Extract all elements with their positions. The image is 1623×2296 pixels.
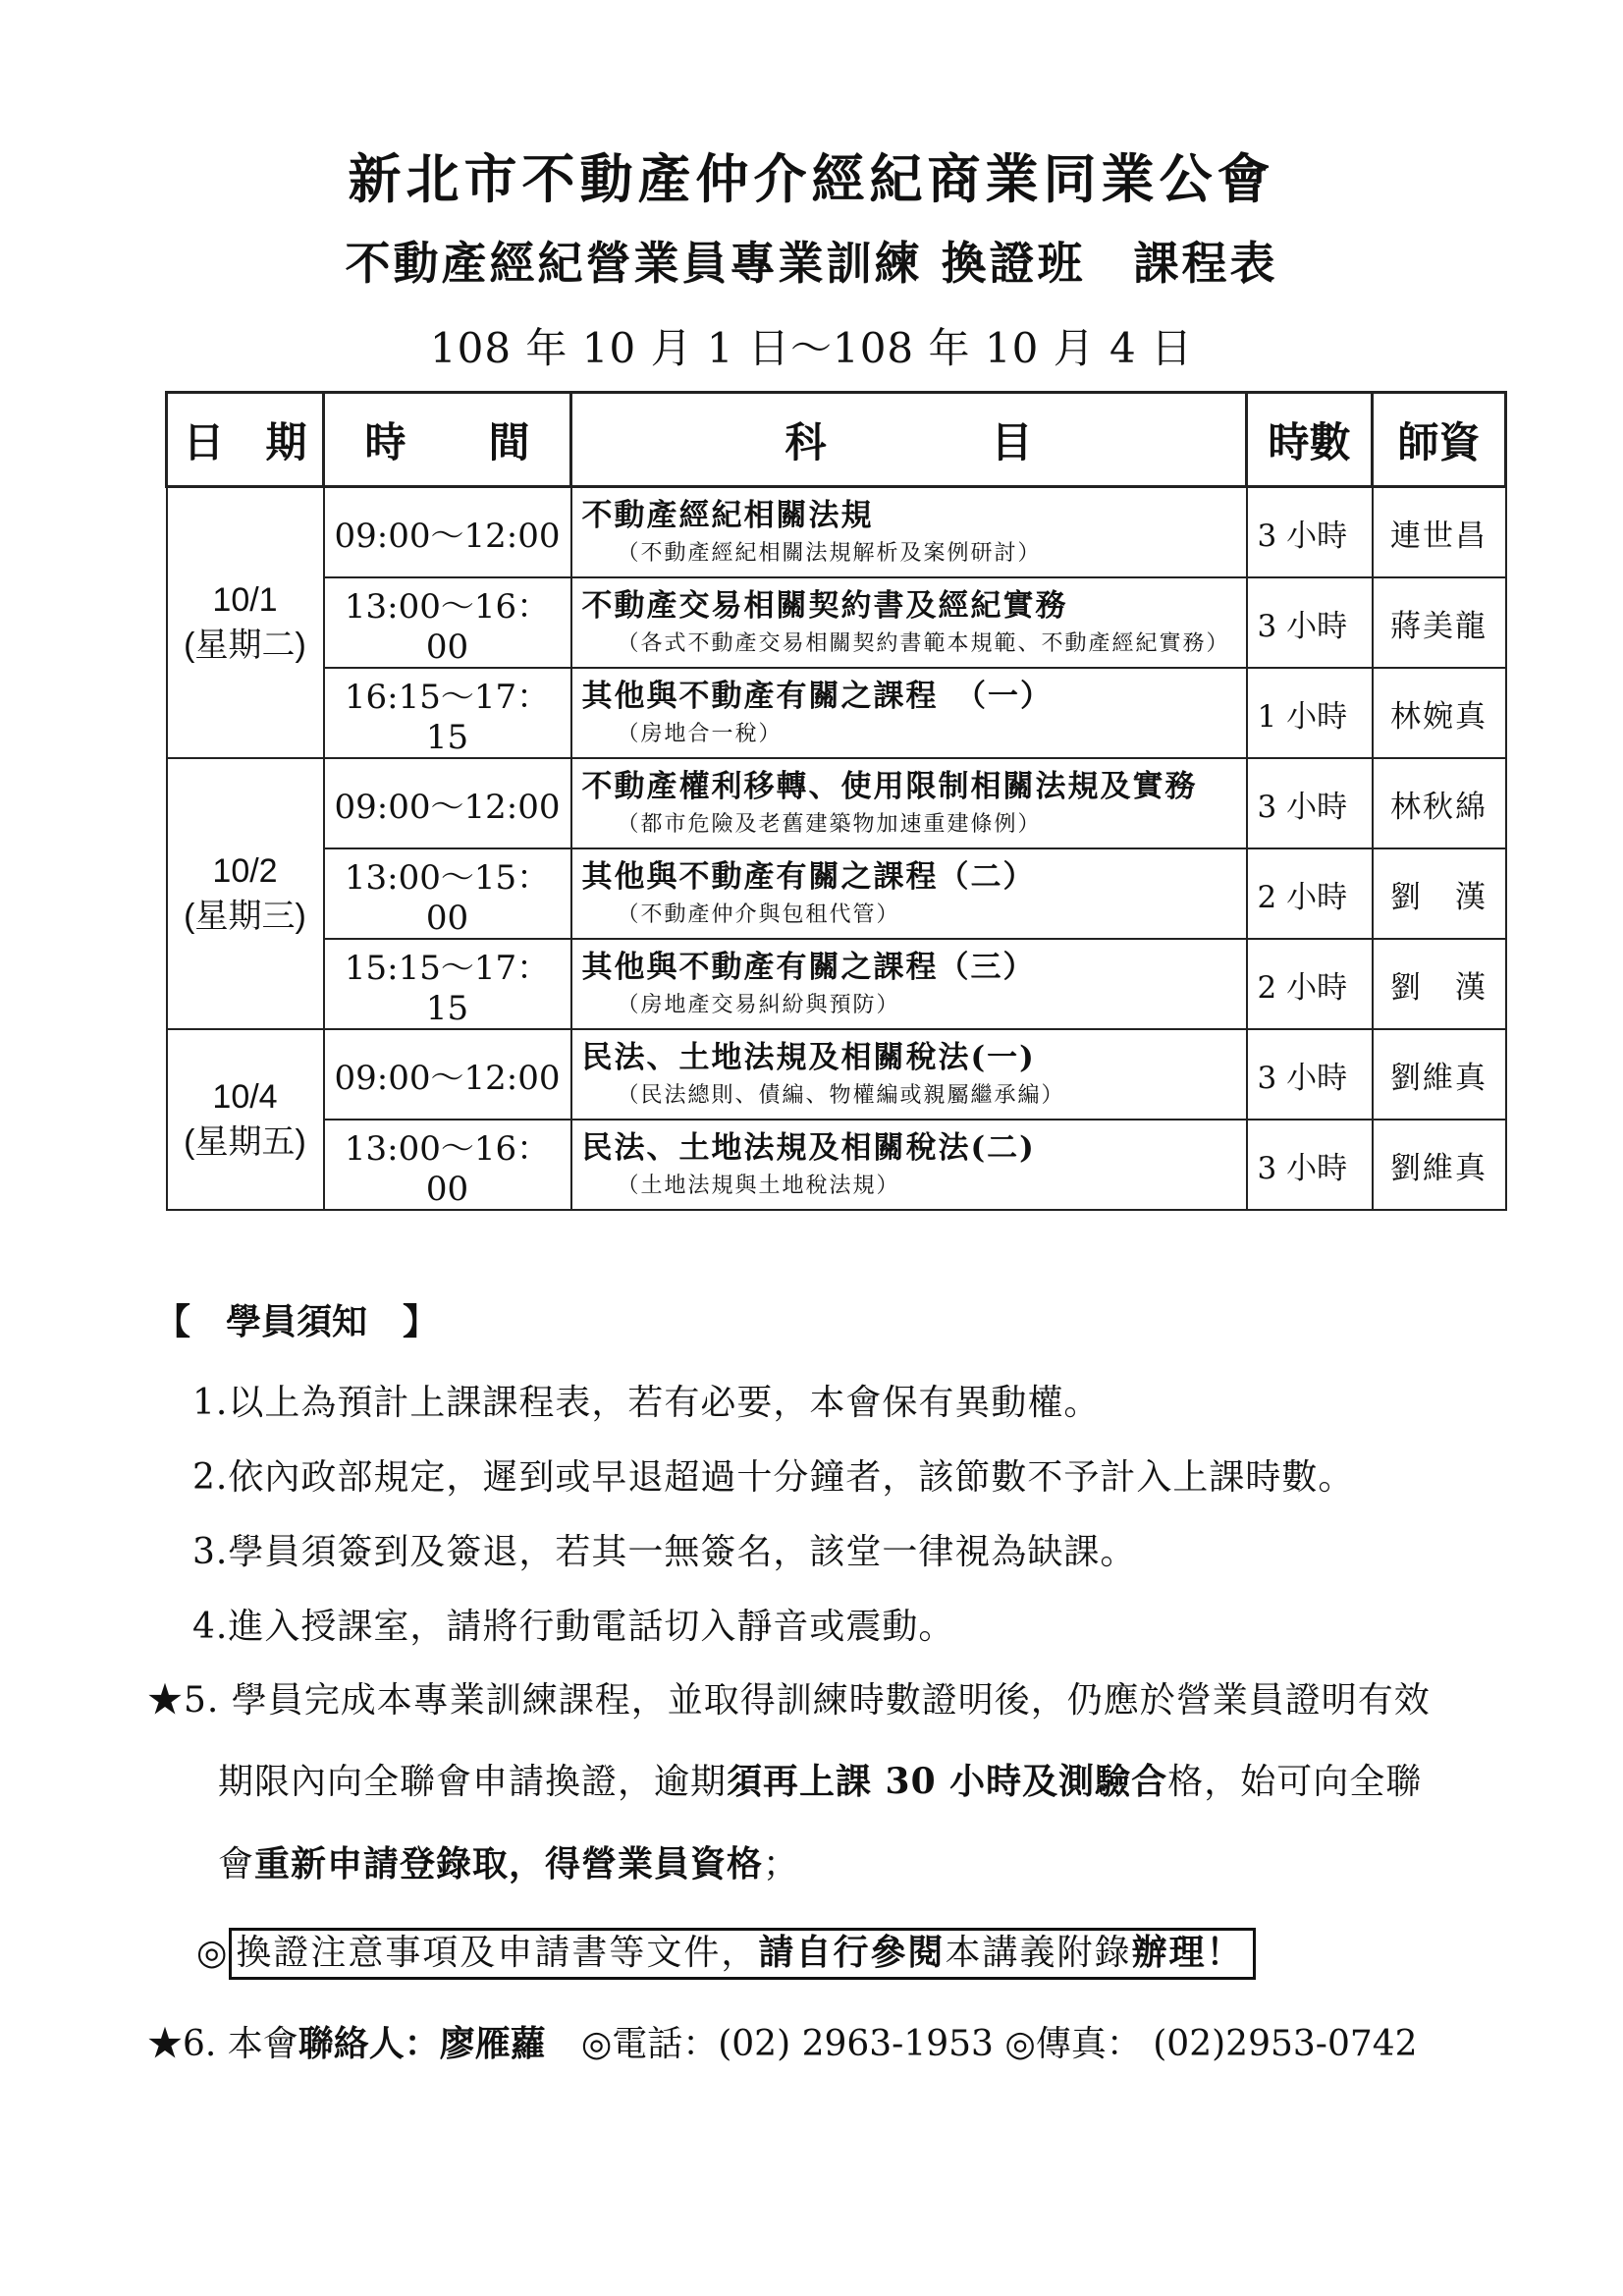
subject-cell xyxy=(571,758,1247,848)
subject-title: 不動產交易相關契約書及經紀實務 xyxy=(581,588,1068,624)
date-cell xyxy=(167,487,324,759)
teacher-cell: 劉維真 xyxy=(1373,1029,1506,1120)
subject-detail: （房地產交易糾紛與預防） xyxy=(617,993,900,1017)
notes-heading: 【 學員須知 】 xyxy=(155,1301,439,1341)
page-title: 新北市不動產仲介經紀商業同業公會 xyxy=(348,147,1275,210)
subject-detail: （民法總則、債編、物權編或親屬繼承編） xyxy=(617,1083,1065,1108)
weekday-label: (星期二) xyxy=(184,627,306,664)
subject-title: 不動產經紀相關法規 xyxy=(581,498,874,533)
hours-cell: 3 小時 xyxy=(1247,577,1373,668)
subject-detail: （都市危險及老舊建築物加速重建條例） xyxy=(617,812,1042,837)
teacher-cell: 蔣美龍 xyxy=(1373,577,1506,668)
subject-title: 其他與不動產有關之課程（三） xyxy=(581,950,1036,985)
contact-phone-fax: ◎電話：(02) 2963-1953 ◎傳真： (02)2953-0742 xyxy=(545,2024,1418,2064)
contact-line xyxy=(147,2016,1418,2066)
note-item-1: 1.以上為預計上課課程表，若有必要，本會保有異動權。 xyxy=(192,1383,1101,1423)
note-item-5-line-2 xyxy=(218,1754,1422,1804)
subject-cell xyxy=(571,848,1247,939)
hours-cell: 3 小時 xyxy=(1247,1120,1373,1210)
subject-title: 其他與不動產有關之課程（二） xyxy=(581,859,1036,895)
subject-cell xyxy=(571,668,1247,758)
table-row xyxy=(167,848,1506,939)
reminder-emphasis: 請自行參閱 xyxy=(758,1932,946,1973)
teacher-cell: 林秋綿 xyxy=(1373,758,1506,848)
note-text: 會 xyxy=(218,1844,255,1885)
time-cell: 15:15～17：15 xyxy=(324,939,571,1029)
subject-detail: （房地合一稅） xyxy=(617,722,783,746)
note-item-2: 2.依內政部規定，遲到或早退超過十分鐘者，該節數不予計入上課時數。 xyxy=(192,1457,1355,1498)
table-row xyxy=(167,577,1506,668)
date-label: 10/2 xyxy=(212,852,278,890)
column-header-time: 時 間 xyxy=(324,393,571,487)
note-text: 期限內向全聯會申請換證，逾期 xyxy=(218,1762,728,1802)
date-label: 10/1 xyxy=(212,581,278,619)
note-emphasis: 重新申請登錄取，得營業員資格 xyxy=(254,1843,764,1885)
date-cell xyxy=(167,1029,324,1210)
reminder-text: 換證注意事項及申請書等文件， xyxy=(236,1933,759,1973)
teacher-cell: 劉 漢 xyxy=(1373,939,1506,1029)
teacher-cell: 劉 漢 xyxy=(1373,848,1506,939)
table-row xyxy=(167,1029,1506,1120)
subject-detail: （土地法規與土地稅法規） xyxy=(617,1174,900,1198)
contact-prefix: ★6. 本會 xyxy=(147,2024,298,2064)
date-cell xyxy=(167,758,324,1029)
table-row xyxy=(167,758,1506,848)
time-cell: 09:00～12:00 xyxy=(324,758,571,848)
column-header-hours: 時數 xyxy=(1247,393,1373,487)
hours-cell: 2 小時 xyxy=(1247,848,1373,939)
date-label: 10/4 xyxy=(212,1078,278,1116)
hours-cell: 3 小時 xyxy=(1247,487,1373,578)
note-item-5-line-3 xyxy=(218,1836,799,1886)
time-cell: 16:15～17：15 xyxy=(324,668,571,758)
subject-cell xyxy=(571,1029,1247,1120)
date-range: 108 年 10 月 1 日～108 年 10 月 4 日 xyxy=(429,324,1194,372)
subject-cell xyxy=(571,1120,1247,1210)
hours-cell: 3 小時 xyxy=(1247,1029,1373,1120)
subject-title: 民法、土地法規及相關稅法(一) xyxy=(581,1040,1036,1075)
schedule-table xyxy=(165,391,1507,1211)
reminder-line xyxy=(196,1925,1256,1975)
weekday-label: (星期三) xyxy=(184,898,306,935)
teacher-cell: 劉維真 xyxy=(1373,1120,1506,1210)
subject-title: 民法、土地法規及相關稅法(二) xyxy=(581,1130,1036,1166)
hours-cell: 3 小時 xyxy=(1247,758,1373,848)
subject-detail: （不動產經紀相關法規解析及案例研討） xyxy=(617,541,1042,566)
table-row xyxy=(167,939,1506,1029)
table-row xyxy=(167,668,1506,758)
note-text: 格，始可向全聯 xyxy=(1167,1762,1423,1802)
teacher-cell: 連世昌 xyxy=(1373,487,1506,578)
teacher-cell: 林婉真 xyxy=(1373,668,1506,758)
subject-title: 其他與不動產有關之課程 （一） xyxy=(581,679,1053,714)
note-item-5: ★5. 學員完成本專業訓練課程，並取得訓練時數證明後，仍應於營業員證明有效 xyxy=(147,1680,1431,1721)
reminder-text: 本講義附錄 xyxy=(945,1933,1132,1973)
table-row xyxy=(167,487,1506,578)
time-cell: 09:00～12:00 xyxy=(324,1029,571,1120)
course-title: 不動產經紀營業員專業訓練 換證班 課程表 xyxy=(345,237,1278,290)
note-emphasis: 須再上課 30 小時及測驗合 xyxy=(727,1761,1168,1802)
subject-detail: （不動產仲介與包租代管） xyxy=(617,902,900,927)
subject-title: 不動產權利移轉、使用限制相關法規及實務 xyxy=(581,769,1198,804)
subject-cell xyxy=(571,487,1247,578)
contact-person: 聯絡人：廖雁蘿 xyxy=(298,2023,546,2064)
column-header-date: 日 期 xyxy=(167,393,324,487)
hours-cell: 1 小時 xyxy=(1247,668,1373,758)
note-item-4: 4.進入授課室，請將行動電話切入靜音或震動。 xyxy=(192,1607,955,1647)
time-cell: 13:00～16：00 xyxy=(324,1120,571,1210)
note-item-3: 3.學員須簽到及簽退，若其一無簽名，該堂一律視為缺課。 xyxy=(192,1532,1137,1572)
column-header-teacher: 師資 xyxy=(1373,393,1506,487)
time-cell: 09:00～12:00 xyxy=(324,487,571,578)
subject-detail: （各式不動產交易相關契約書範本規範、不動產經紀實務） xyxy=(617,631,1230,656)
subject-cell xyxy=(571,939,1247,1029)
time-cell: 13:00～16：00 xyxy=(324,577,571,668)
note-text: ； xyxy=(763,1844,800,1885)
subject-cell xyxy=(571,577,1247,668)
schedule-body xyxy=(167,487,1506,1211)
reminder-emphasis: 辦理！ xyxy=(1131,1932,1244,1973)
hours-cell: 2 小時 xyxy=(1247,939,1373,1029)
table-header-row xyxy=(167,393,1506,487)
time-cell: 13:00～15：00 xyxy=(324,848,571,939)
weekday-label: (星期五) xyxy=(184,1123,306,1161)
reminder-box xyxy=(229,1928,1256,1980)
column-header-subject: 科 目 xyxy=(571,393,1247,487)
reminder-mark: ◎ xyxy=(196,1933,230,1973)
table-row xyxy=(167,1120,1506,1210)
